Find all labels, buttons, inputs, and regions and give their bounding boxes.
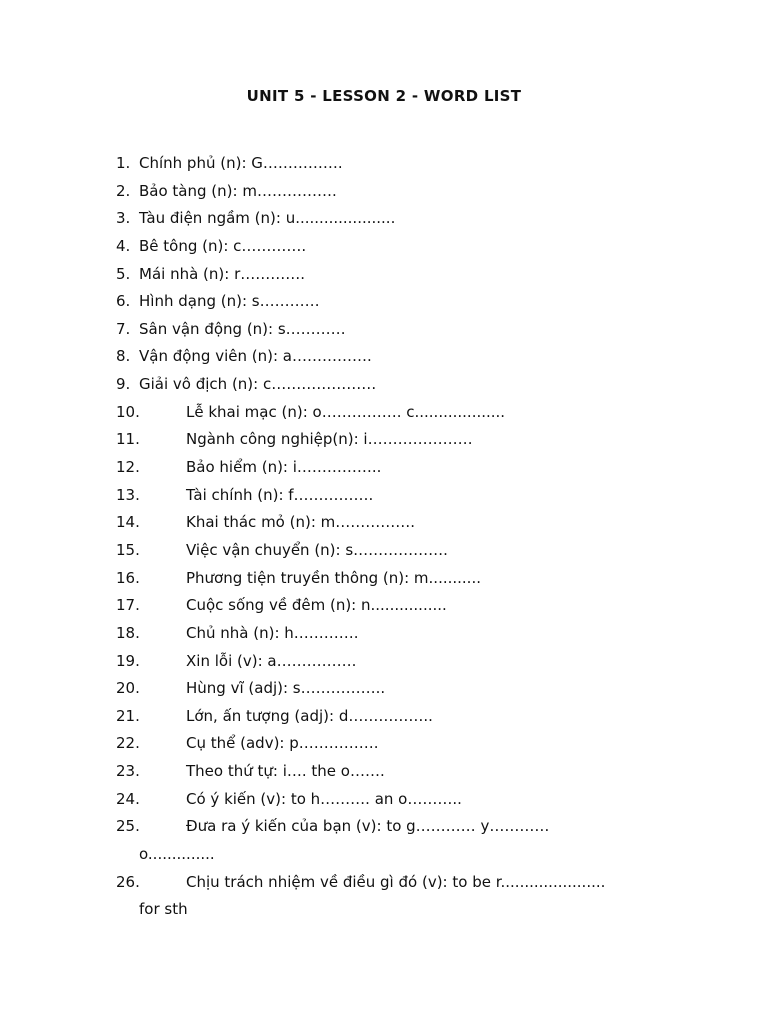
list-item bbox=[0, 426, 768, 454]
list-item bbox=[0, 150, 768, 178]
item-text: Lễ khai mạc (n): o……………. c................... bbox=[186, 402, 506, 421]
item-text: Chính phủ (n): G……………. bbox=[139, 154, 343, 172]
item-number: 12. bbox=[116, 458, 140, 477]
item-text: Ngành công nghiệp(n): i………………… bbox=[186, 430, 473, 449]
list-item bbox=[0, 316, 768, 344]
item-number: 9. bbox=[116, 375, 131, 394]
item-text: Theo thứ tự: i…. the o……. bbox=[186, 762, 385, 781]
item-text: Đưa ra ý kiến của bạn (v): to g………… y………… bbox=[186, 817, 550, 836]
document-title: UNIT 5 - LESSON 2 - WORD LIST bbox=[246, 87, 522, 105]
list-item bbox=[0, 758, 768, 786]
list-item bbox=[0, 675, 768, 703]
item-number: 4. bbox=[116, 236, 131, 255]
list-item bbox=[0, 178, 768, 206]
item-number: 13. bbox=[116, 485, 140, 504]
list-item bbox=[0, 371, 768, 399]
list-item bbox=[0, 261, 768, 289]
list-item bbox=[0, 233, 768, 261]
item-text: Hùng vĩ (adj): s…………….. bbox=[186, 679, 386, 698]
item-text: Bảo tàng (n): m……………. bbox=[139, 181, 337, 200]
item-text: Việc vận chuyển (n): s………………. bbox=[186, 540, 448, 559]
item-text: Chủ nhà (n): h…………. bbox=[186, 623, 359, 642]
item-text: Cuộc sống về đêm (n): n................ bbox=[186, 596, 447, 615]
item-number: 24. bbox=[116, 789, 140, 808]
list-item bbox=[0, 509, 768, 537]
item-number: 17. bbox=[116, 596, 140, 615]
item-number: 19. bbox=[116, 651, 140, 670]
item-text: Hình dạng (n): s………… bbox=[139, 292, 320, 311]
list-item bbox=[0, 592, 768, 620]
word-list bbox=[0, 150, 768, 924]
item-number: 3. bbox=[116, 209, 131, 228]
item-text: Phương tiện truyền thông (n): m........... bbox=[186, 568, 481, 587]
list-item bbox=[0, 648, 768, 676]
list-item bbox=[0, 869, 768, 924]
item-number: 5. bbox=[116, 264, 131, 283]
list-item bbox=[0, 399, 768, 427]
item-number: 25. bbox=[116, 817, 140, 836]
item-number: 15. bbox=[116, 540, 140, 559]
item-number: 2. bbox=[116, 181, 131, 200]
item-number: 7. bbox=[116, 319, 131, 338]
item-number: 14. bbox=[116, 513, 140, 532]
item-text: Có ý kiến (v): to h………. an o……….. bbox=[186, 789, 462, 808]
list-item bbox=[0, 537, 768, 565]
list-item bbox=[0, 703, 768, 731]
item-text-continuation: for sth bbox=[139, 900, 188, 919]
item-number: 6. bbox=[116, 292, 131, 311]
item-number: 26. bbox=[116, 872, 140, 891]
list-item bbox=[0, 786, 768, 814]
list-item bbox=[0, 620, 768, 648]
item-number: 20. bbox=[116, 679, 140, 698]
item-number: 11. bbox=[116, 430, 140, 449]
item-number: 10. bbox=[116, 402, 140, 421]
item-text: Bê tông (n): c…………. bbox=[139, 236, 307, 255]
item-text: Mái nhà (n): r…………. bbox=[139, 264, 306, 283]
item-number: 1. bbox=[116, 154, 131, 172]
item-text: Cụ thể (adv): p……………. bbox=[186, 734, 379, 753]
item-number: 21. bbox=[116, 706, 140, 725]
item-number: 16. bbox=[116, 568, 140, 587]
item-text: Bảo hiểm (n): i…………….. bbox=[186, 458, 382, 477]
item-text-continuation: o.............. bbox=[139, 845, 215, 864]
list-item bbox=[0, 205, 768, 233]
item-number: 23. bbox=[116, 762, 140, 781]
item-text: Xin lỗi (v): a……………. bbox=[186, 651, 357, 670]
item-text: Giải vô địch (n): c………………… bbox=[139, 375, 377, 394]
list-item bbox=[0, 343, 768, 371]
list-item bbox=[0, 288, 768, 316]
item-number: 22. bbox=[116, 734, 140, 753]
item-number: 8. bbox=[116, 347, 131, 366]
item-text: Sân vận động (n): s………… bbox=[139, 319, 346, 338]
item-text: Chịu trách nhiệm về điều gì đó (v): to be r...................... bbox=[186, 872, 606, 891]
item-text: Tài chính (n): f……………. bbox=[186, 485, 374, 504]
item-text: Lớn, ấn tượng (adj): d…………….. bbox=[186, 706, 433, 725]
list-item bbox=[0, 813, 768, 868]
list-item bbox=[0, 565, 768, 593]
list-item bbox=[0, 730, 768, 758]
item-text: Vận động viên (n): a……………. bbox=[139, 347, 372, 366]
list-item bbox=[0, 482, 768, 510]
item-text: Khai thác mỏ (n): m……………. bbox=[186, 513, 416, 532]
list-item bbox=[0, 454, 768, 482]
item-number: 18. bbox=[116, 623, 140, 642]
item-text: Tàu điện ngầm (n): u..................... bbox=[139, 209, 396, 228]
